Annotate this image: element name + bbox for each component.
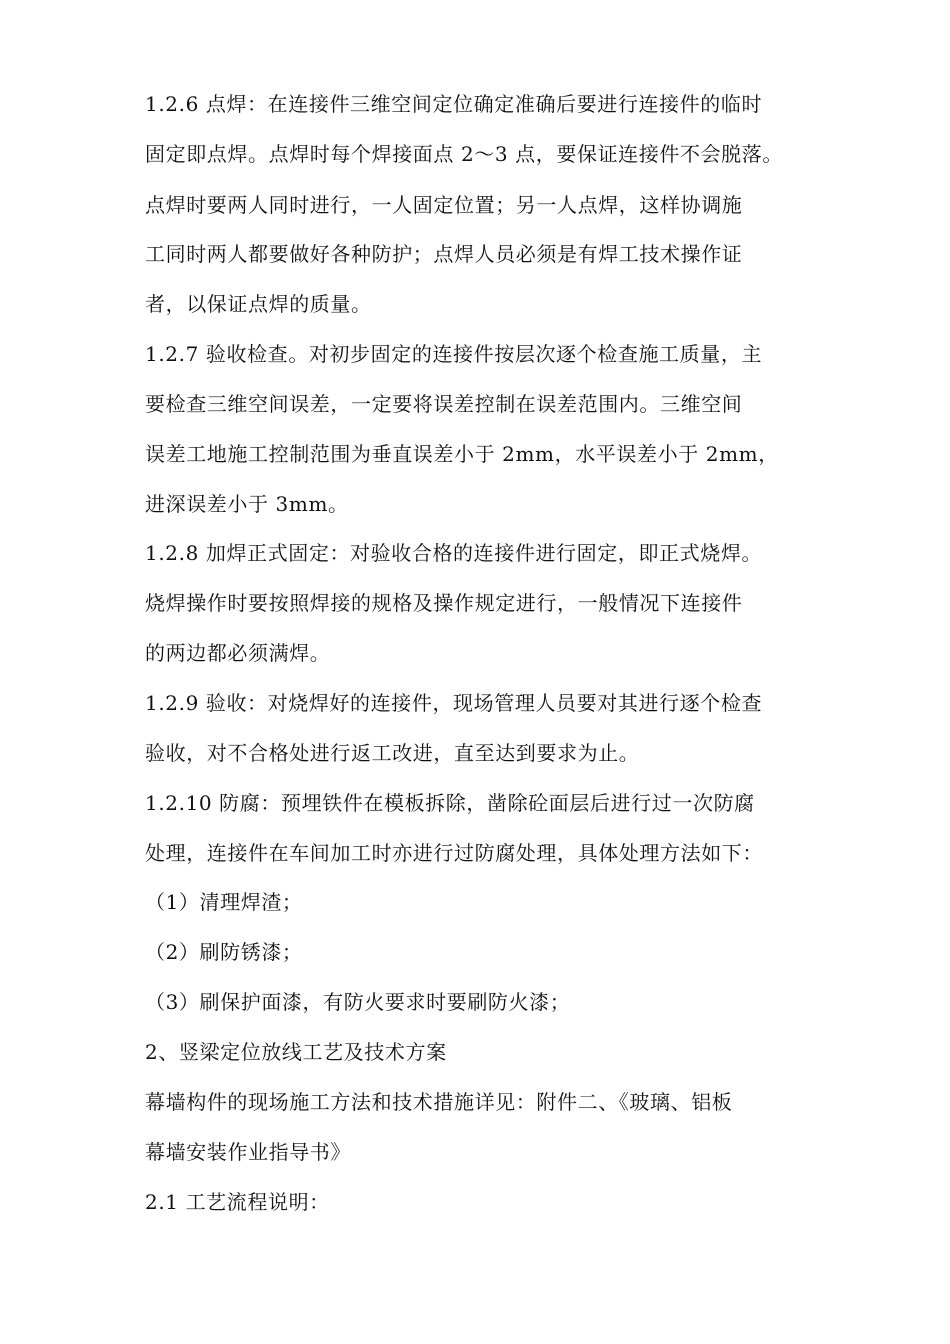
text-line: 固定即点焊。点焊时每个焊接面点 2～3 点，要保证连接件不会脱落。 <box>145 142 783 166</box>
text-line: （3）刷保护面漆，有防火要求时要刷防火漆； <box>145 990 571 1014</box>
text-line: 幕墙构件的现场施工方法和技术措施详见：附件二、《玻璃、铝板 <box>145 1090 733 1114</box>
text-line: 处理，连接件在车间加工时亦进行过防腐处理，具体处理方法如下： <box>145 841 763 865</box>
text-line: 1.2.7 验收检查。对初步固定的连接件按层次逐个检查施工质量，主 <box>145 342 763 366</box>
text-line: 验收，对不合格处进行返工改进，直至达到要求为止。 <box>145 741 640 765</box>
text-line: 幕墙安装作业指导书》 <box>145 1140 351 1164</box>
text-line: 误差工地施工控制范围为垂直误差小于 2mm，水平误差小于 2mm， <box>145 442 779 466</box>
text-line: 1.2.6 点焊：在连接件三维空间定位确定准确后要进行连接件的临时 <box>145 92 763 116</box>
text-line: 烧焊操作时要按照焊接的规格及操作规定进行，一般情况下连接件 <box>145 591 743 615</box>
text-line: 进深误差小于 3mm。 <box>145 492 349 516</box>
text-line: 2、竖梁定位放线工艺及技术方案 <box>145 1040 447 1064</box>
text-line: 2.1 工艺流程说明： <box>145 1190 330 1214</box>
text-line: 1.2.9 验收：对烧焊好的连接件，现场管理人员要对其进行逐个检查 <box>145 691 763 715</box>
text-line: 者，以保证点焊的质量。 <box>145 292 372 316</box>
text-line: 1.2.10 防腐：预埋铁件在模板拆除，凿除砼面层后进行过一次防腐 <box>145 791 755 815</box>
text-line: 点焊时要两人同时进行，一人固定位置；另一人点焊，这样协调施 <box>145 193 743 217</box>
text-line: 1.2.8 加焊正式固定：对验收合格的连接件进行固定，即正式烧焊。 <box>145 541 763 565</box>
text-line: 的两边都必须满焊。 <box>145 641 331 665</box>
text-line: 要检查三维空间误差，一定要将误差控制在误差范围内。三维空间 <box>145 392 743 416</box>
text-line: （2）刷防锈漆； <box>145 940 303 964</box>
text-line: 工同时两人都要做好各种防护；点焊人员必须是有焊工技术操作证 <box>145 242 743 266</box>
text-line: （1）清理焊渣； <box>145 890 303 914</box>
